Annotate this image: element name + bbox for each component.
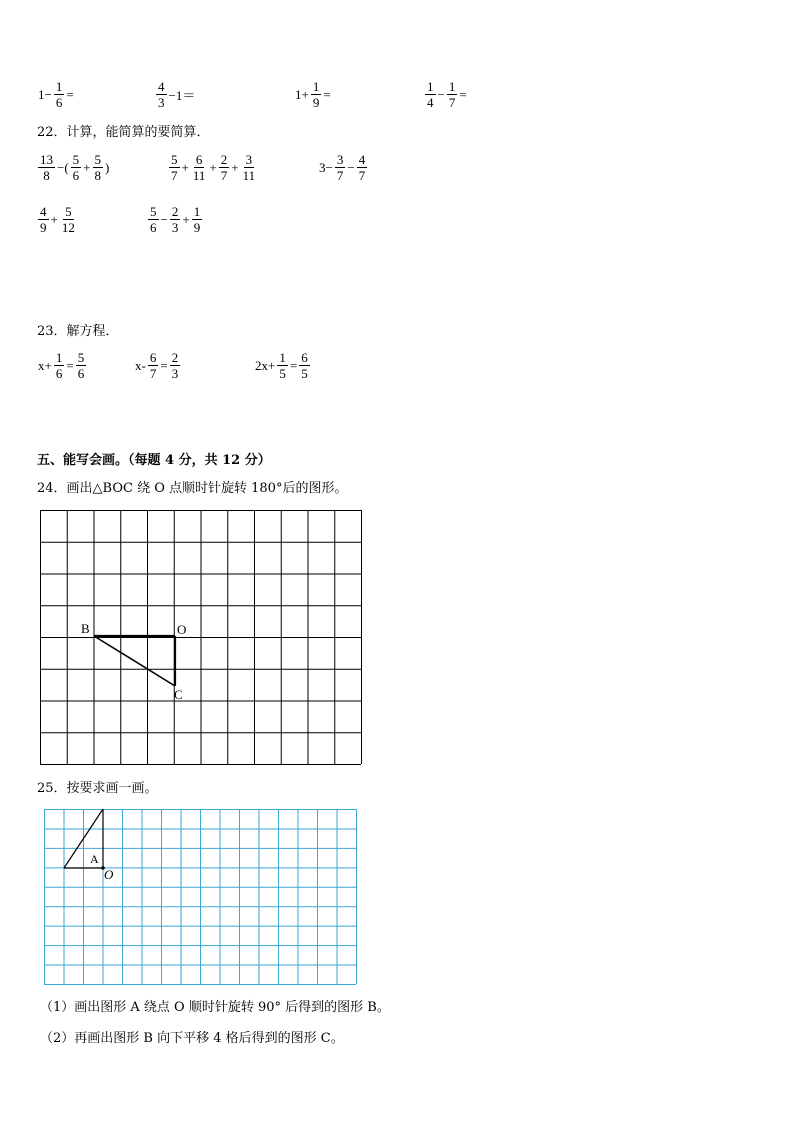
q25-grid [44,809,357,985]
q23-equation-1: x+ $\frac{1}{6}$ = $\frac{5}{6}$ [38,350,85,381]
label-a: A [90,852,99,866]
section-5-heading: 五、能写会画。（每题 4 分，共 12 分） [37,453,271,468]
question-22-title: 22．计算，能简算的要简算． [37,125,210,140]
fraction-problem-1: 1− $\frac{1}{6}$ = [38,79,74,110]
question-25-title: 25．按要求画一画。 [37,781,158,796]
q22-expression-5: $\frac{5}{6}$ − $\frac{2}{3}$ + $\frac{1}{9}$ [150,204,201,235]
fraction: $\frac{1}{7}$ [448,79,456,110]
question-23-title: 23．解方程． [37,324,119,339]
fraction: $\frac{1}{6}$ [55,79,63,110]
fraction-problem-3: 1+ $\frac{1}{9}$ = [295,79,331,110]
q22-expression-1: $\frac{13}{8}$ −( $\frac{5}{6}$ + $\frac{5}{8}$ ) [40,152,110,183]
q22-expression-4: $\frac{4}{9}$ + $\frac{5}{12}$ [40,204,75,235]
label-o: O [104,867,114,882]
q23-equation-3: 2x+ $\frac{1}{5}$ = $\frac{6}{5}$ [255,350,308,381]
triangle-boc [94,636,175,686]
fraction-problem-2: $\frac{4}{3}$ −1＝ [158,79,196,110]
q22-expression-3: 3− $\frac{3}{7}$ − $\frac{4}{7}$ [319,152,366,183]
fraction: $\frac{1}{4}$ [427,79,434,110]
q25-instruction-1: （1）画出图形 A 绕点 O 顺时针旋转 90° 后得到的图形 B。 [40,1000,390,1015]
question-24-title: 24．画出△BOC 绕 O 点顺时针旋转 180°后的图形。 [37,481,348,496]
label-c: C [174,687,183,702]
label-o: O [177,622,187,637]
fraction: $\frac{4}{3}$ [158,79,165,110]
fraction: $\frac{1}{9}$ [312,79,320,110]
q24-grid [40,510,362,765]
q25-instruction-2: （2）再画出图形 B 向下平移 4 格后得到的图形 C。 [40,1031,344,1046]
q23-equation-2: x- $\frac{6}{7}$ = $\frac{2}{3}$ [135,350,179,381]
side-bc [94,636,175,686]
q22-expression-2: $\frac{5}{7}$ + $\frac{6}{11}$ + $\frac{2}{7}$ + $\frac{3}{11}$ [171,152,256,183]
fraction-problem-4: $\frac{1}{4}$ − $\frac{1}{7}$ = [427,79,467,110]
label-b: B [81,621,90,636]
